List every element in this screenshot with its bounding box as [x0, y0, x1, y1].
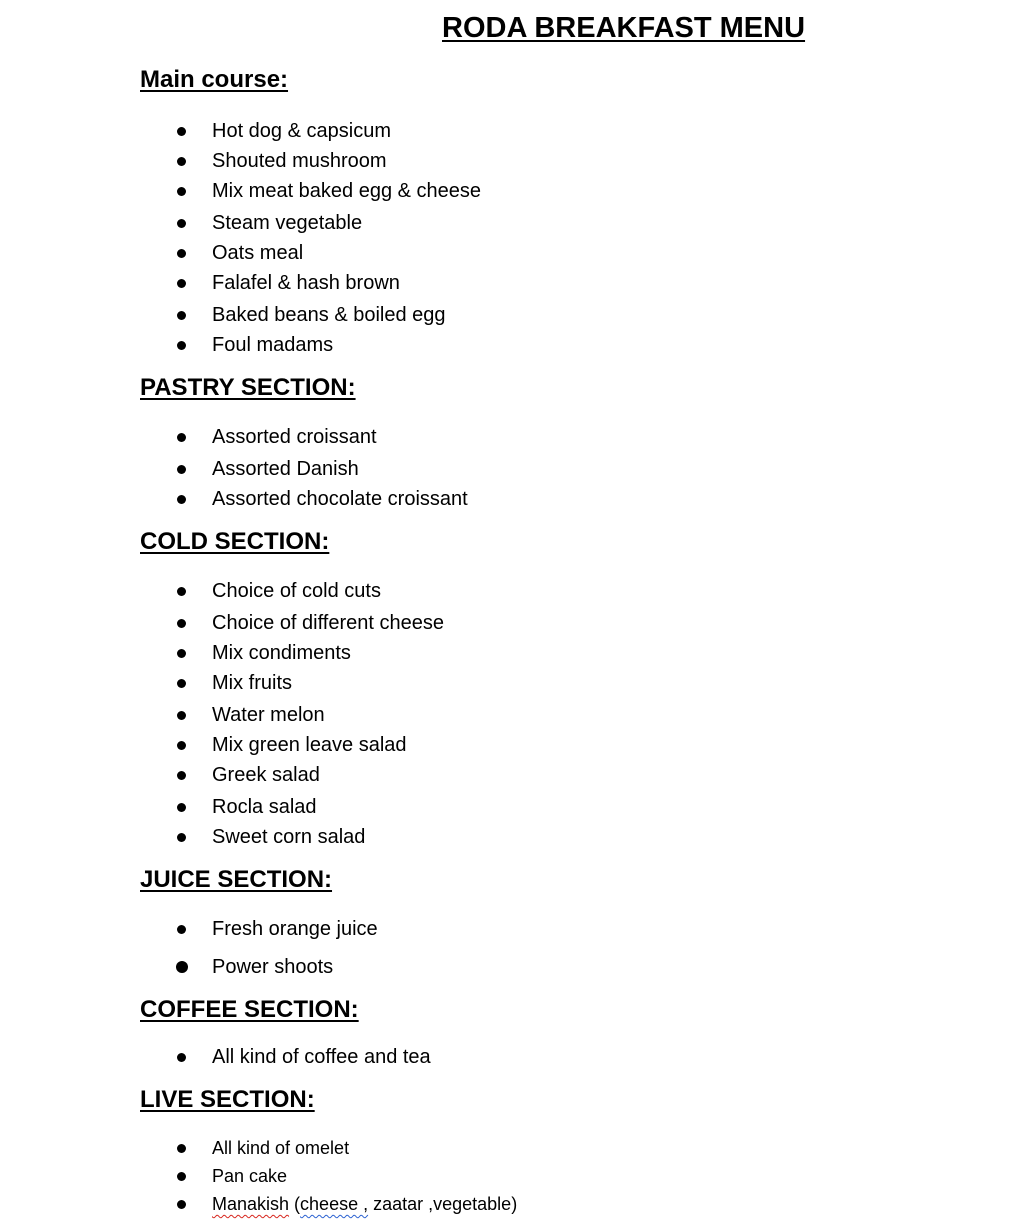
section-heading-juice: JUICE SECTION: — [140, 866, 333, 893]
bullet-icon — [177, 187, 186, 196]
bullet-icon — [177, 833, 186, 842]
bullet-icon — [177, 465, 186, 474]
bullet-icon — [177, 1200, 186, 1209]
bullet-icon — [177, 311, 186, 320]
section-heading-main-course: Main course: — [140, 66, 289, 93]
section-heading-pastry: PASTRY SECTION: — [140, 374, 356, 401]
bullet-icon — [177, 711, 186, 720]
spellcheck-word: Manakish — [212, 1194, 290, 1214]
bullet-icon — [177, 925, 186, 934]
grammar-check-word: cheese , — [300, 1194, 369, 1214]
bullet-icon — [177, 587, 186, 596]
section-heading-cold: COLD SECTION: — [140, 528, 330, 555]
bullet-icon — [177, 279, 186, 288]
bullet-icon — [176, 961, 188, 973]
bullet-icon — [177, 433, 186, 442]
bullet-icon — [177, 341, 186, 350]
menu-title: RODA BREAKFAST MENU — [442, 12, 806, 44]
bullet-icon — [177, 771, 186, 780]
document-page: RODA BREAKFAST MENU Main course: Hot dog & capsicum Shouted mushroom Mix meat baked egg & cheese Steam vegetable Oats meal Falafel & hash brown Baked beans & boiled egg Foul madams PASTRY SECTION: Assorted croissant Assorted Danish Assorted chocolate croissant COLD SECTION: Choice of cold cuts Choice of different cheese Mix condiments Mix fruits Water melon Mix green leave salad Greek salad Rocla salad Sweet corn salad JUICE SECTION: Fresh orange juice Power shoots COFFEE SECTION: All kind of coffee and tea LIVE SECTION: All kind of omelet Pan cake Manakish (cheese , zaatar ,vegetable) — [140, 12, 806, 1214]
bullet-icon — [177, 741, 186, 750]
bullet-icon — [177, 1053, 186, 1062]
bullet-icon — [177, 495, 186, 504]
section-heading-coffee: COFFEE SECTION: — [140, 996, 359, 1023]
bullet-icon — [177, 1172, 186, 1181]
bullet-icon — [177, 1144, 186, 1153]
bullet-icon — [177, 249, 186, 258]
bullet-icon — [177, 679, 186, 688]
bullet-icon — [177, 219, 186, 228]
bullet-icon — [177, 649, 186, 658]
section-heading-live: LIVE SECTION: — [140, 1086, 315, 1113]
bullet-icon — [177, 803, 186, 812]
bullet-icon — [177, 127, 186, 136]
bullet-icon — [177, 619, 186, 628]
list-item-text: Manakish (cheese , zaatar ,vegetable) — [212, 1194, 518, 1214]
bullet-icon — [177, 157, 186, 166]
